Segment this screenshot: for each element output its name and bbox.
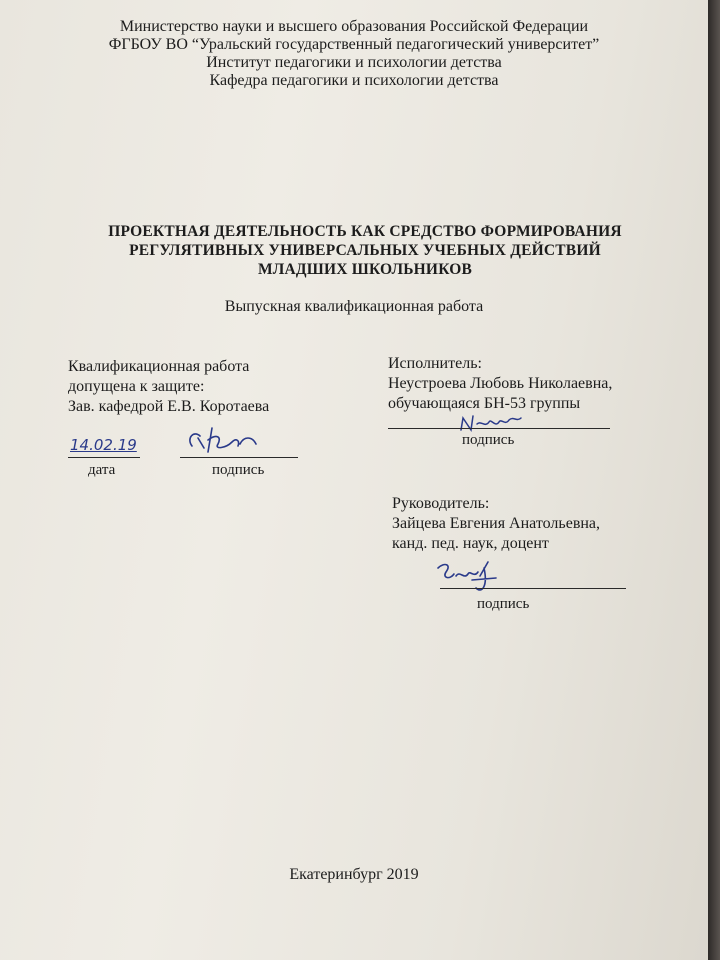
date-line (68, 457, 140, 458)
work-type: Выпускная квалификационная работа (224, 298, 484, 315)
executor-name: Неустроева Любовь Николаевна, (388, 375, 613, 392)
supervisor-degree: канд. пед. наук, доцент (392, 535, 549, 552)
head-signature-label: подпись (212, 462, 265, 478)
university-line: ФГБОУ ВО “Уральский государственный педагогический университет” (108, 36, 600, 53)
admission-line-2: допущена к защите: (68, 378, 205, 395)
executor-label: Исполнитель: (388, 355, 482, 372)
handwritten-date: 14.02.19 (70, 436, 137, 454)
title-line-1: ПРОЕКТНАЯ ДЕЯТЕЛЬНОСТЬ КАК СРЕДСТВО ФОРМИРОВАНИЯ (108, 223, 622, 240)
supervisor-signature-line (440, 588, 626, 589)
department-line: Кафедра педагогики и психологии детства (209, 72, 499, 89)
supervisor-signature-label: подпись (477, 596, 530, 612)
executor-signature-label: подпись (462, 432, 515, 448)
supervisor-signature (432, 558, 502, 598)
admission-line-1: Квалификационная работа (68, 358, 250, 375)
executor-group: обучающаяся БН-53 группы (388, 395, 581, 412)
bleed-through-text (330, 95, 630, 180)
title-line-2: РЕГУЛЯТИВНЫХ УНИВЕРСАЛЬНЫХ УЧЕБНЫХ ДЕЙСТВИЙ (129, 242, 601, 259)
supervisor-name: Зайцева Евгения Анатольевна, (392, 515, 601, 532)
date-label: дата (88, 462, 116, 478)
title-line-3: МЛАДШИХ ШКОЛЬНИКОВ (257, 261, 473, 278)
head-signature (182, 424, 262, 458)
thesis-title (60, 222, 670, 279)
city-year: Екатеринбург 2019 (289, 866, 419, 883)
institute-line: Институт педагогики и психологии детства (206, 54, 502, 71)
head-signature-line (180, 457, 298, 458)
head-of-department: Зав. кафедрой Е.В. Коротаева (68, 398, 270, 415)
executor-signature-line (388, 428, 610, 429)
background-edge (708, 0, 720, 960)
supervisor-label: Руководитель: (392, 495, 490, 512)
ministry-line: Министерство науки и высшего образования Российской Федерации (119, 18, 589, 35)
